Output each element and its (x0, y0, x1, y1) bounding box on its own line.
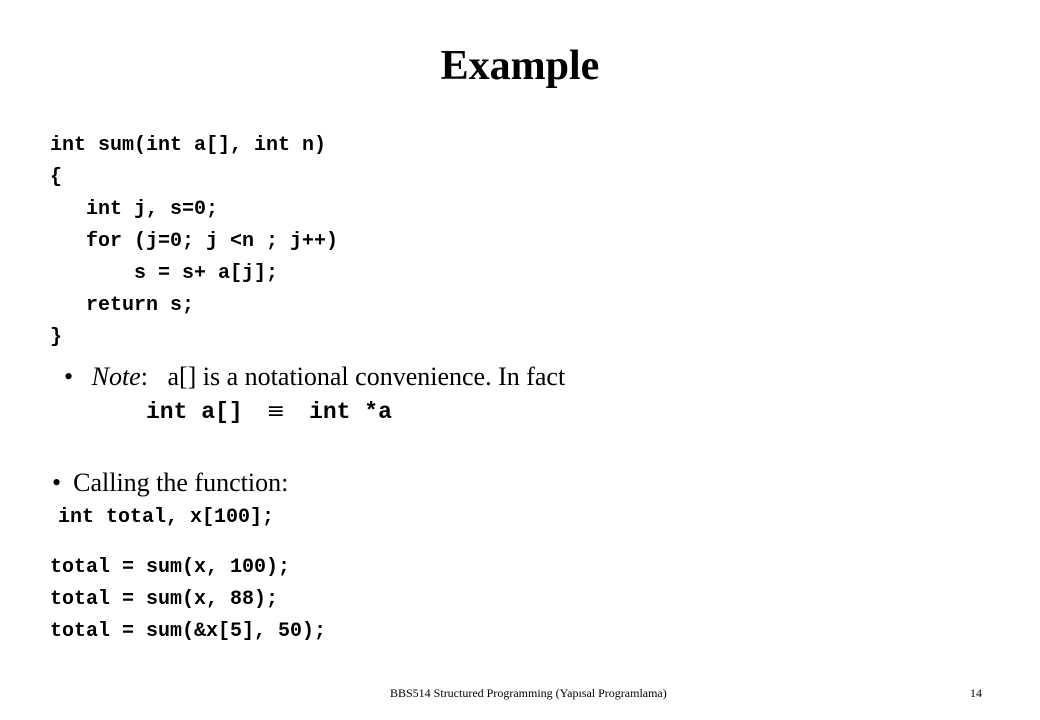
equivalence-line (146, 396, 392, 428)
code-line: return s; (62, 294, 195, 317)
equivalence-rhs: int *a (309, 399, 392, 425)
code-line: s = s+ a[j]; (62, 262, 279, 285)
note-label: Note (91, 362, 141, 391)
code-line: { (50, 166, 63, 189)
equivalence-symbol: ≡ (266, 399, 286, 424)
code-line: } (50, 326, 63, 349)
slide-title: Example (440, 43, 600, 89)
bullet-dot: • (52, 468, 62, 497)
note-bullet (64, 360, 565, 394)
code-line: total = sum(x, 100); (50, 556, 291, 579)
calling-text: Calling the function: (73, 468, 289, 497)
footer-course: BBS514 Structured Programming (Yapısal Programlama) (390, 686, 667, 700)
calling-bullet (52, 466, 288, 500)
code-line: total = sum(x, 88); (50, 588, 279, 611)
code-line: int j, s=0; (62, 198, 219, 221)
page-number: 14 (970, 686, 982, 700)
note-text: : a[] is a notational convenience. In fact (140, 362, 566, 391)
code-line: int total, x[100]; (58, 506, 275, 529)
code-declaration (58, 502, 274, 534)
code-calls-block (50, 552, 326, 648)
code-line: total = sum(&x[5], 50); (50, 620, 327, 643)
equivalence-lhs: int a[] (146, 399, 243, 425)
bullet-dot: • (64, 362, 74, 391)
code-line: int sum(int a[], int n) (50, 134, 327, 157)
code-function-block (50, 130, 338, 354)
code-line: for (j=0; j <n ; j++) (62, 230, 339, 253)
